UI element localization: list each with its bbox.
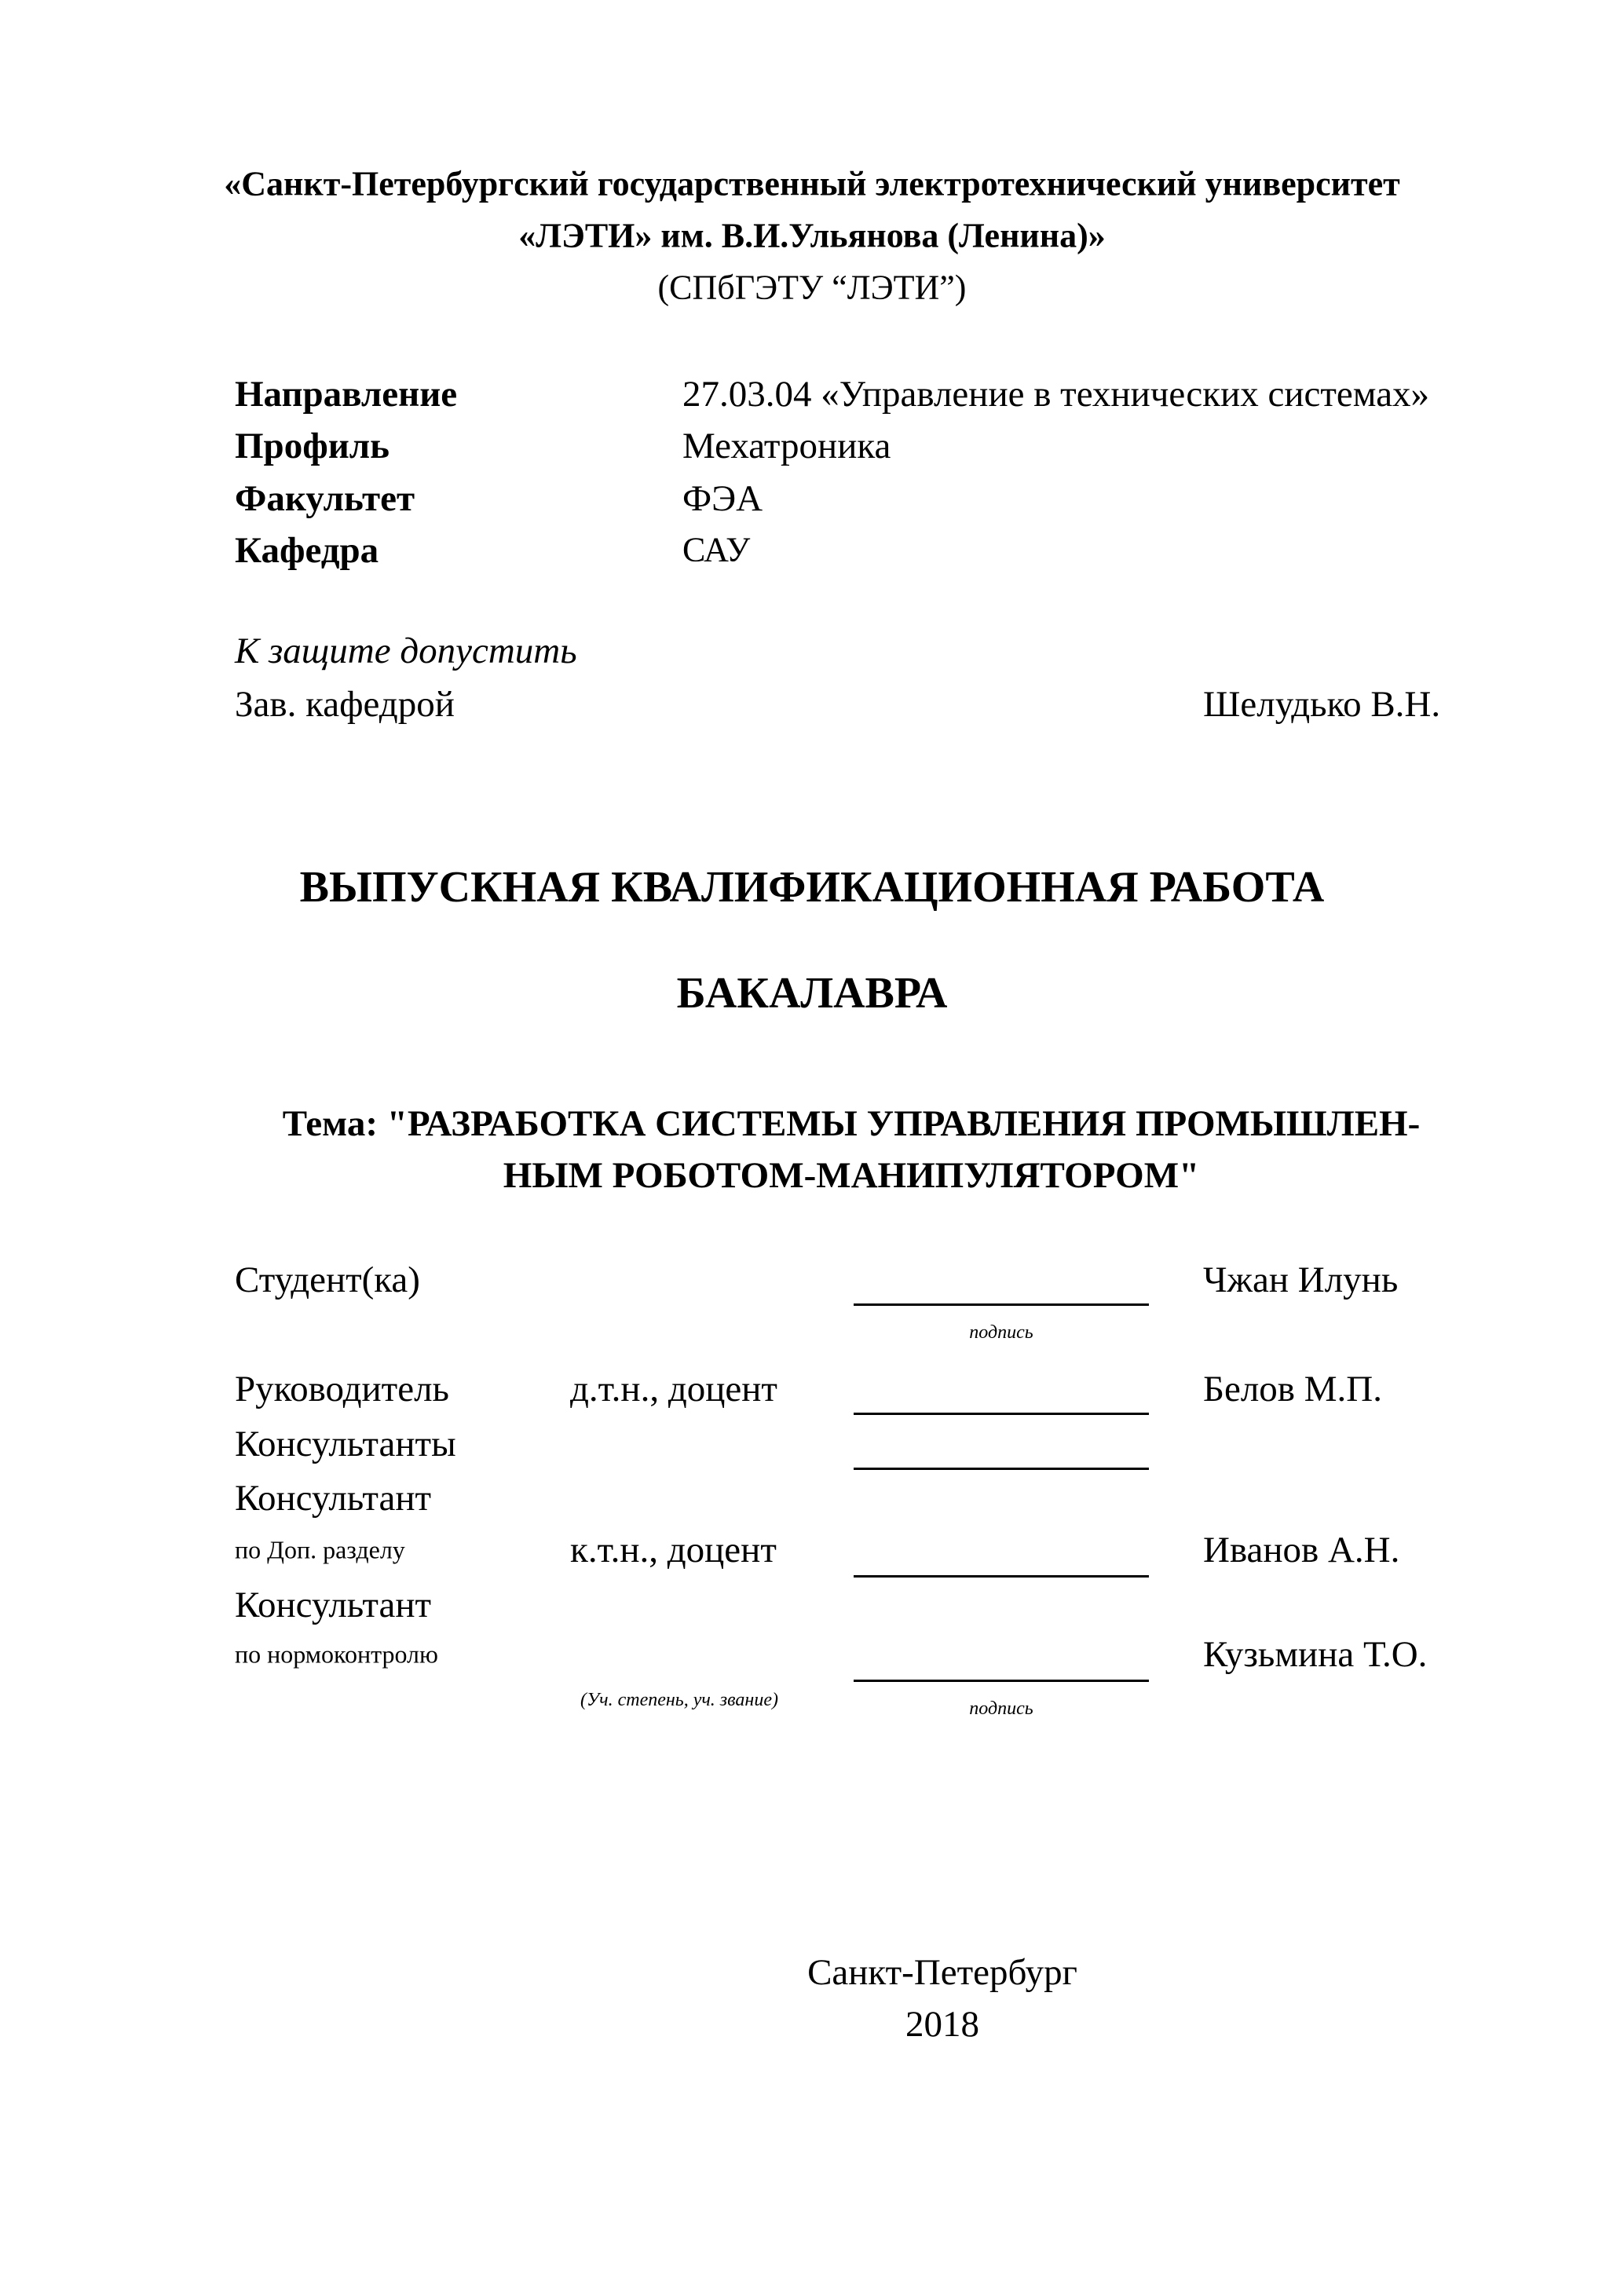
student-name: Чжан Илунь (1203, 1259, 1399, 1300)
university-abbreviation: (СПбГЭТУ “ЛЭТИ”) (657, 268, 967, 307)
info-value-department: САУ (682, 530, 751, 569)
document-title-degree: БАКАЛАВРА (676, 968, 948, 1018)
info-value-faculty: ФЭА (682, 477, 763, 519)
info-value-direction: 27.03.04 «Управление в технических системах» (682, 373, 1430, 415)
info-value-profile: Мехатроника (682, 425, 891, 466)
consultant2-label: Консультант (235, 1584, 432, 1625)
topic-line2: НЫМ РОБОТОМ-МАНИПУЛЯТОРОМ" (503, 1154, 1200, 1196)
document-title: ВЫПУСКНАЯ КВАЛИФИКАЦИОННАЯ РАБОТА (299, 862, 1325, 912)
signature-hint-2: подпись (969, 1698, 1033, 1720)
consultant1-label: Консультант (235, 1477, 432, 1519)
supervisor-signature-line (854, 1413, 1149, 1415)
consultant2-name: Кузьмина Т.О. (1203, 1633, 1428, 1675)
student-signature-line (854, 1303, 1149, 1306)
city: Санкт-Петербург (807, 1951, 1077, 1993)
consultant2-sub: по нормоконтролю (235, 1640, 438, 1669)
year: 2018 (905, 2003, 979, 2045)
info-label-faculty: Факультет (235, 477, 415, 519)
consultants-label: Консультанты (235, 1423, 456, 1464)
university-name-line1: «Санкт-Петербургский государственный электротехнический университет (224, 164, 1400, 203)
consultant2-signature-line (854, 1680, 1149, 1682)
head-of-department-name: Шелудько В.Н. (1203, 683, 1441, 725)
info-label-direction: Направление (235, 373, 458, 415)
university-name-line2: «ЛЭТИ» им. В.И.Ульянова (Ленина)» (518, 216, 1106, 255)
signature-hint: подпись (969, 1322, 1033, 1344)
consultant1-sub: по Доп. разделу (235, 1535, 405, 1564)
consultant1-signature-line (854, 1575, 1149, 1578)
consultant1-name: Иванов А.Н. (1203, 1529, 1400, 1570)
student-label: Студент(ка) (235, 1259, 420, 1300)
degree-hint: (Уч. степень, уч. звание) (580, 1690, 778, 1711)
supervisor-name: Белов М.П. (1203, 1368, 1382, 1409)
head-of-department-label: Зав. кафедрой (235, 683, 455, 725)
info-label-department: Кафедра (235, 529, 379, 571)
consultant1-degree: к.т.н., доцент (570, 1529, 777, 1570)
admit-to-defense: К защите допустить (235, 630, 577, 671)
info-label-profile: Профиль (235, 425, 390, 466)
consultants-signature-line (854, 1468, 1149, 1470)
supervisor-label: Руководитель (235, 1368, 449, 1409)
supervisor-degree: д.т.н., доцент (570, 1368, 777, 1409)
topic-line1: Тема: "РАЗРАБОТКА СИСТЕМЫ УПРАВЛЕНИЯ ПРОМЫШЛЕН- (282, 1102, 1421, 1144)
